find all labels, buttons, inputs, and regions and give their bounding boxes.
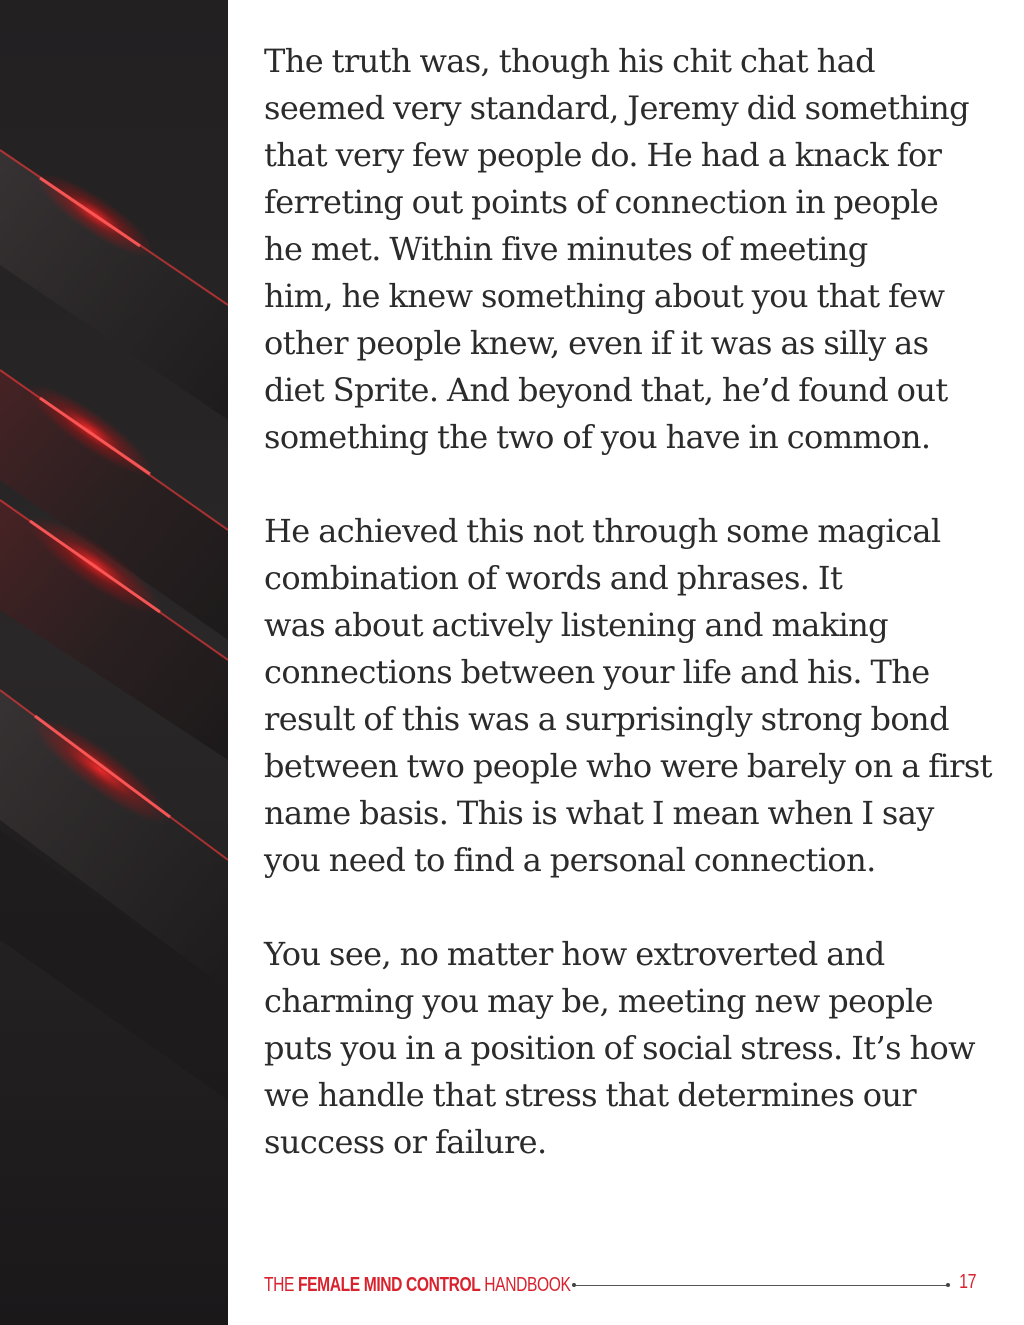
footer-rule bbox=[576, 1285, 948, 1286]
paragraph-2: He achieved this not through some magical combination of words and phrases. It was about actively listening and making connections between your life and his. The result of this was a surprisingly strong bond between two people who were barely on a first name basis. This is what I mean when I say you need to find a personal connection. bbox=[264, 512, 992, 879]
body-text bbox=[264, 38, 994, 1213]
footer-title-suffix: HANDBOOK bbox=[480, 1273, 571, 1296]
footer-title-prefix: THE bbox=[264, 1273, 298, 1296]
footer-book-title bbox=[264, 1273, 571, 1297]
footer-rule-end-dot bbox=[946, 1283, 950, 1287]
paragraph-3: You see, no matter how extroverted and charming you may be, meeting new people puts you in a position of social stress. It’s how we handle that stress that determines our success or failure. bbox=[264, 935, 975, 1161]
decorative-sidebar bbox=[0, 0, 228, 1325]
page-number: 17 bbox=[958, 1271, 976, 1293]
footer-title-brand: FEMALE MIND CONTROL bbox=[297, 1273, 481, 1296]
page-footer bbox=[264, 1270, 984, 1300]
sidebar-stripes-graphic bbox=[0, 0, 228, 1325]
paragraph-1: The truth was, though his chit chat had seemed very standard, Jeremy did something that very few people do. He had a knack for ferreting out points of connection in people he met. Within five minutes of meeting him, he knew something about you that few other people knew, even if it was as silly as diet Sprite. And beyond that, he’d found out something the two of you have in common. bbox=[264, 42, 969, 456]
